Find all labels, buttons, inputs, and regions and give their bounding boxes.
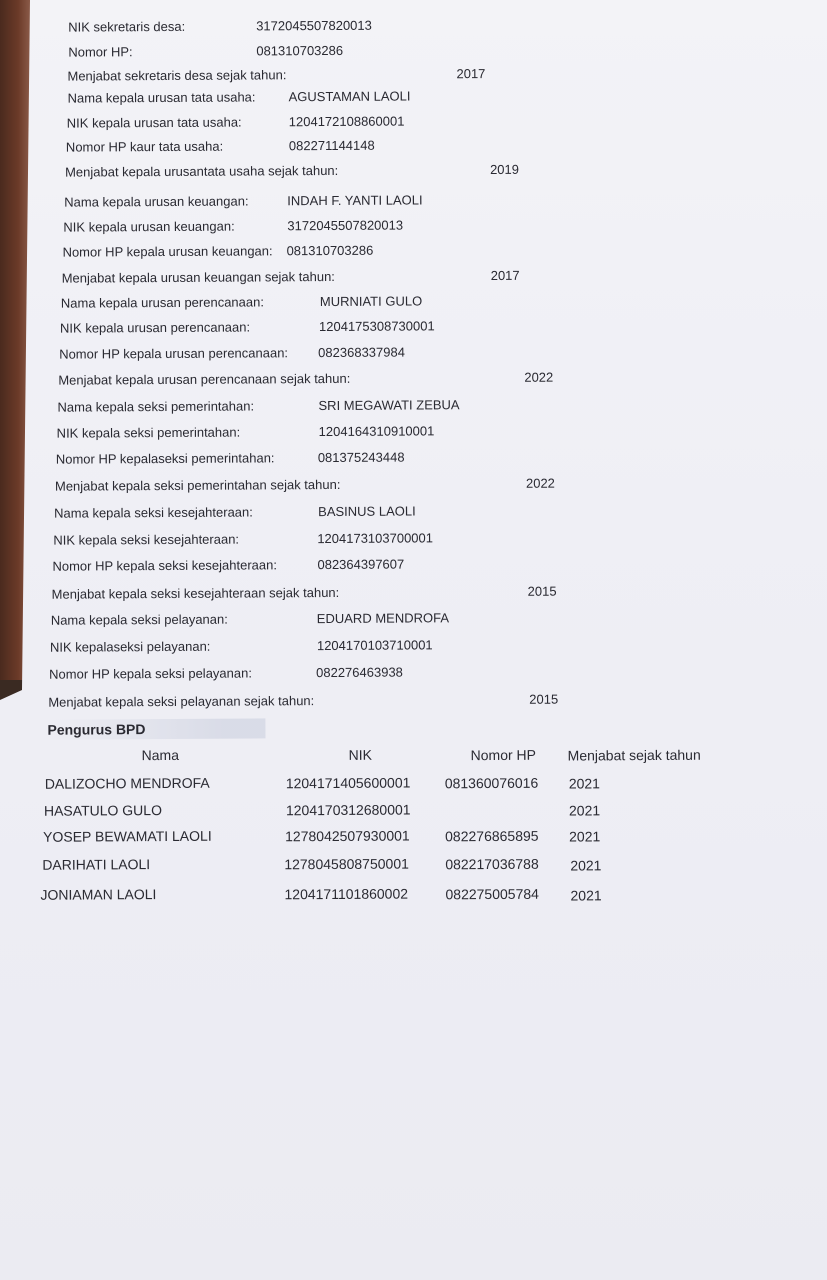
field-value: 2017 [490,267,520,284]
table-cell-nik: 1204171405600001 [285,774,411,792]
table-cell-name: JONIAMAN LAOLI [40,886,157,903]
field-label: Nama kepala seksi pelayanan: [50,611,228,628]
field-value: 1204164310910001 [318,423,435,440]
table-cell-nik: 1204170312680001 [285,801,411,819]
field-label: Nomor HP kepalaseksi pemerintahan: [55,450,275,467]
table-cell-since: 2021 [570,857,602,874]
table-cell-name: DALIZOCHO MENDROFA [44,774,210,792]
table-cell-since: 2021 [568,775,601,792]
field-label: Nomor HP kepala seksi pelayanan: [49,665,252,682]
field-value: 2019 [489,161,520,178]
table-cell-since: 2021 [568,802,601,819]
table-cell-since: 2021 [569,828,601,845]
table-cell-phone: 082276865895 [445,827,539,845]
field-value: 3172045507820013 [287,217,404,234]
field-label: NIK kepala urusan keuangan: [63,218,235,235]
field-value: 082364397607 [317,556,405,573]
field-value: 082276463938 [316,664,403,681]
table-cell-name: YOSEP BEWAMATI LAOLI [43,827,212,845]
table-cell-name: DARIHATI LAOLI [42,856,151,873]
field-value: 1204170103710001 [316,637,433,654]
field-value: 082271144148 [288,137,375,154]
field-value: SRI MEGAWATI ZEBUA [318,397,460,414]
field-label: Menjabat kepala urusan perencanaan sejak tahun: [58,370,351,388]
field-value: 081310703286 [286,242,374,259]
field-value: 2022 [525,475,555,491]
field-label: NIK sekretaris desa: [68,18,186,35]
field-label: Menjabat kepala urusan keuangan sejak tahun: [61,268,335,286]
field-label: Nama kepala seksi pemerintahan: [57,398,255,415]
table-cell-phone: 082217036788 [445,855,539,873]
table-header-phone: Nomor HP [470,746,537,764]
field-label: Nama kepala urusan keuangan: [64,193,249,210]
table-cell-nik: 1204171101860002 [284,885,409,903]
field-label: NIK kepala seksi kesejahteraan: [53,531,240,548]
table-header-name: Nama [141,746,180,764]
table-cell-nik: 1278045808750001 [284,855,409,873]
table-header-nik: NIK [348,746,373,763]
field-label: Menjabat kepala seksi pelayanan sejak tahun: [48,693,315,710]
section-title: Pengurus BPD [47,718,265,739]
field-value: BASINUS LAOLI [318,503,416,520]
field-label: Nama kepala seksi kesejahteraan: [54,504,253,521]
field-value: 1204173103700001 [317,530,434,547]
field-label: Nama kepala urusan perencanaan: [60,294,264,311]
field-value: 081310703286 [256,42,344,59]
field-label: NIK kepala urusan perencanaan: [59,319,251,336]
field-value: MURNIATI GULO [319,293,423,310]
table-cell-since: 2021 [570,887,602,904]
field-label: NIK kepalaseksi pelayanan: [49,638,211,655]
field-value: 082368337984 [318,344,405,361]
field-value: AGUSTAMAN LAOLI [288,88,411,105]
field-value: 1204172108860001 [288,113,405,130]
field-value: 1204175308730001 [318,318,435,335]
field-value: 2015 [529,691,559,707]
field-label: Nama kepala urusan tata usaha: [67,89,256,106]
field-label: Menjabat kepala seksi pemerintahan sejak tahun: [54,476,341,494]
field-label: Menjabat sekretaris desa sejak tahun: [67,67,287,84]
field-value: 3172045507820013 [256,17,372,34]
field-value: 2017 [456,66,486,82]
field-label: Nomor HP kaur tata usaha: [65,138,224,155]
table-cell-phone: 082275005784 [445,885,539,903]
field-label: NIK kepala seksi pemerintahan: [56,424,241,441]
field-value: 2022 [524,369,554,385]
table-cell-nik: 1278042507930001 [285,827,410,845]
table-cell-phone: 081360076016 [444,774,539,792]
field-value: EDUARD MENDROFA [316,610,450,627]
field-label: Nomor HP kepala urusan perencanaan: [59,345,289,362]
table-header-since: Menjabat sejak tahun [567,746,701,764]
field-label: Nomor HP kepala urusan keuangan: [62,243,273,260]
field-value: 081375243448 [317,449,405,466]
field-label: Menjabat kepala urusantata usaha sejak tahun: [65,162,339,180]
field-label: Nomor HP kepala seksi kesejahteraan: [52,557,278,574]
field-value: 2015 [527,583,557,599]
field-label: Nomor HP: [68,44,133,60]
field-label: Menjabat kepala seksi kesejahteraan sejak tahun: [51,584,340,602]
field-label: NIK kepala urusan tata usaha: [66,114,242,131]
field-value: INDAH F. YANTI LAOLI [287,192,423,209]
table-cell-name: HASATULO GULO [43,802,163,819]
